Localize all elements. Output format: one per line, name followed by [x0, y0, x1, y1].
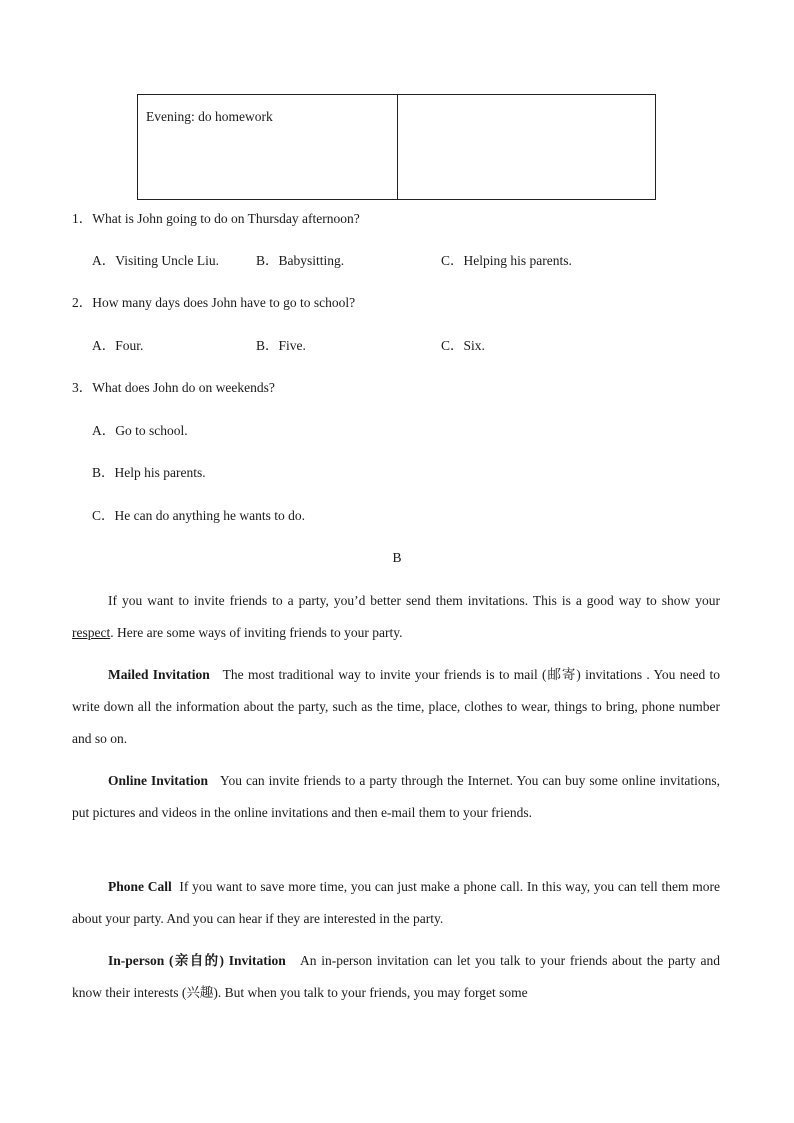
question-text: How many days does John have to go to school?	[92, 295, 356, 310]
question-2	[72, 294, 355, 312]
paragraph-heading: Mailed Invitation	[108, 667, 210, 682]
paragraph-mailed-invitation	[72, 659, 720, 755]
question-3-option-a: A．Go to school.	[92, 423, 188, 438]
paragraph-heading: Online Invitation	[108, 773, 209, 788]
paragraph-in-person-invitation	[72, 945, 720, 1009]
underlined-word: respect	[72, 625, 111, 640]
passage-intro	[72, 585, 720, 649]
paragraph-online-invitation	[72, 765, 720, 829]
paragraph-text: You can invite friends to a party through the Internet. You can buy some online invitations, put pictures and videos in the online invitations and then e-mail them to your friends.	[72, 773, 721, 820]
question-number: 3．	[72, 380, 93, 395]
question-2-option-c: C．Six.	[441, 338, 485, 353]
table-cell-left: Evening: do homework	[138, 95, 398, 199]
question-2-option-a: A．Four.	[92, 338, 144, 353]
question-text: What is John going to do on Thursday afternoon?	[92, 211, 360, 226]
intro-text-b: . Here are some ways of inviting friends to your party.	[110, 625, 403, 640]
question-3-option-b: B．Help his parents.	[92, 465, 206, 480]
question-3-option-c: C．He can do anything he wants to do.	[92, 508, 305, 523]
question-number: 2．	[72, 295, 93, 310]
section-label: B	[392, 550, 402, 565]
question-2-option-b: B．Five.	[256, 338, 306, 353]
intro-text-a: If you want to invite friends to a party, you’d better send them invitations. This is a good way to show your	[108, 593, 720, 608]
paragraph-text: An in-person invitation can let you talk to your friends about the party and know their interests (兴趣). But when you talk to your friends, you may forget some	[72, 953, 721, 1000]
question-1	[72, 210, 360, 228]
paragraph-heading: In-person (亲自的) Invitation	[108, 953, 286, 968]
paragraph-phone-call	[72, 871, 720, 935]
paragraph-text: The most traditional way to invite your friends is to mail (邮寄) invitations . You need to write down all the information about the party, such as the time, place, clothes to wear, things to bring, phone number and so on.	[72, 667, 720, 746]
paragraph-text: If you want to save more time, you can just make a phone call. In this way, you can tell them more about your party. And you can hear if they are interested in the party.	[72, 879, 720, 926]
question-text: What does John do on weekends?	[92, 380, 275, 395]
question-1-option-b: B．Babysitting.	[256, 253, 345, 268]
question-1-option-a: A．Visiting Uncle Liu.	[92, 253, 220, 268]
question-3	[72, 379, 275, 397]
schedule-table	[137, 94, 656, 200]
paragraph-heading: Phone Call	[108, 879, 172, 894]
question-1-option-c: C．Helping his parents.	[441, 253, 572, 268]
table-cell-right	[398, 95, 655, 199]
question-number: 1．	[72, 211, 93, 226]
